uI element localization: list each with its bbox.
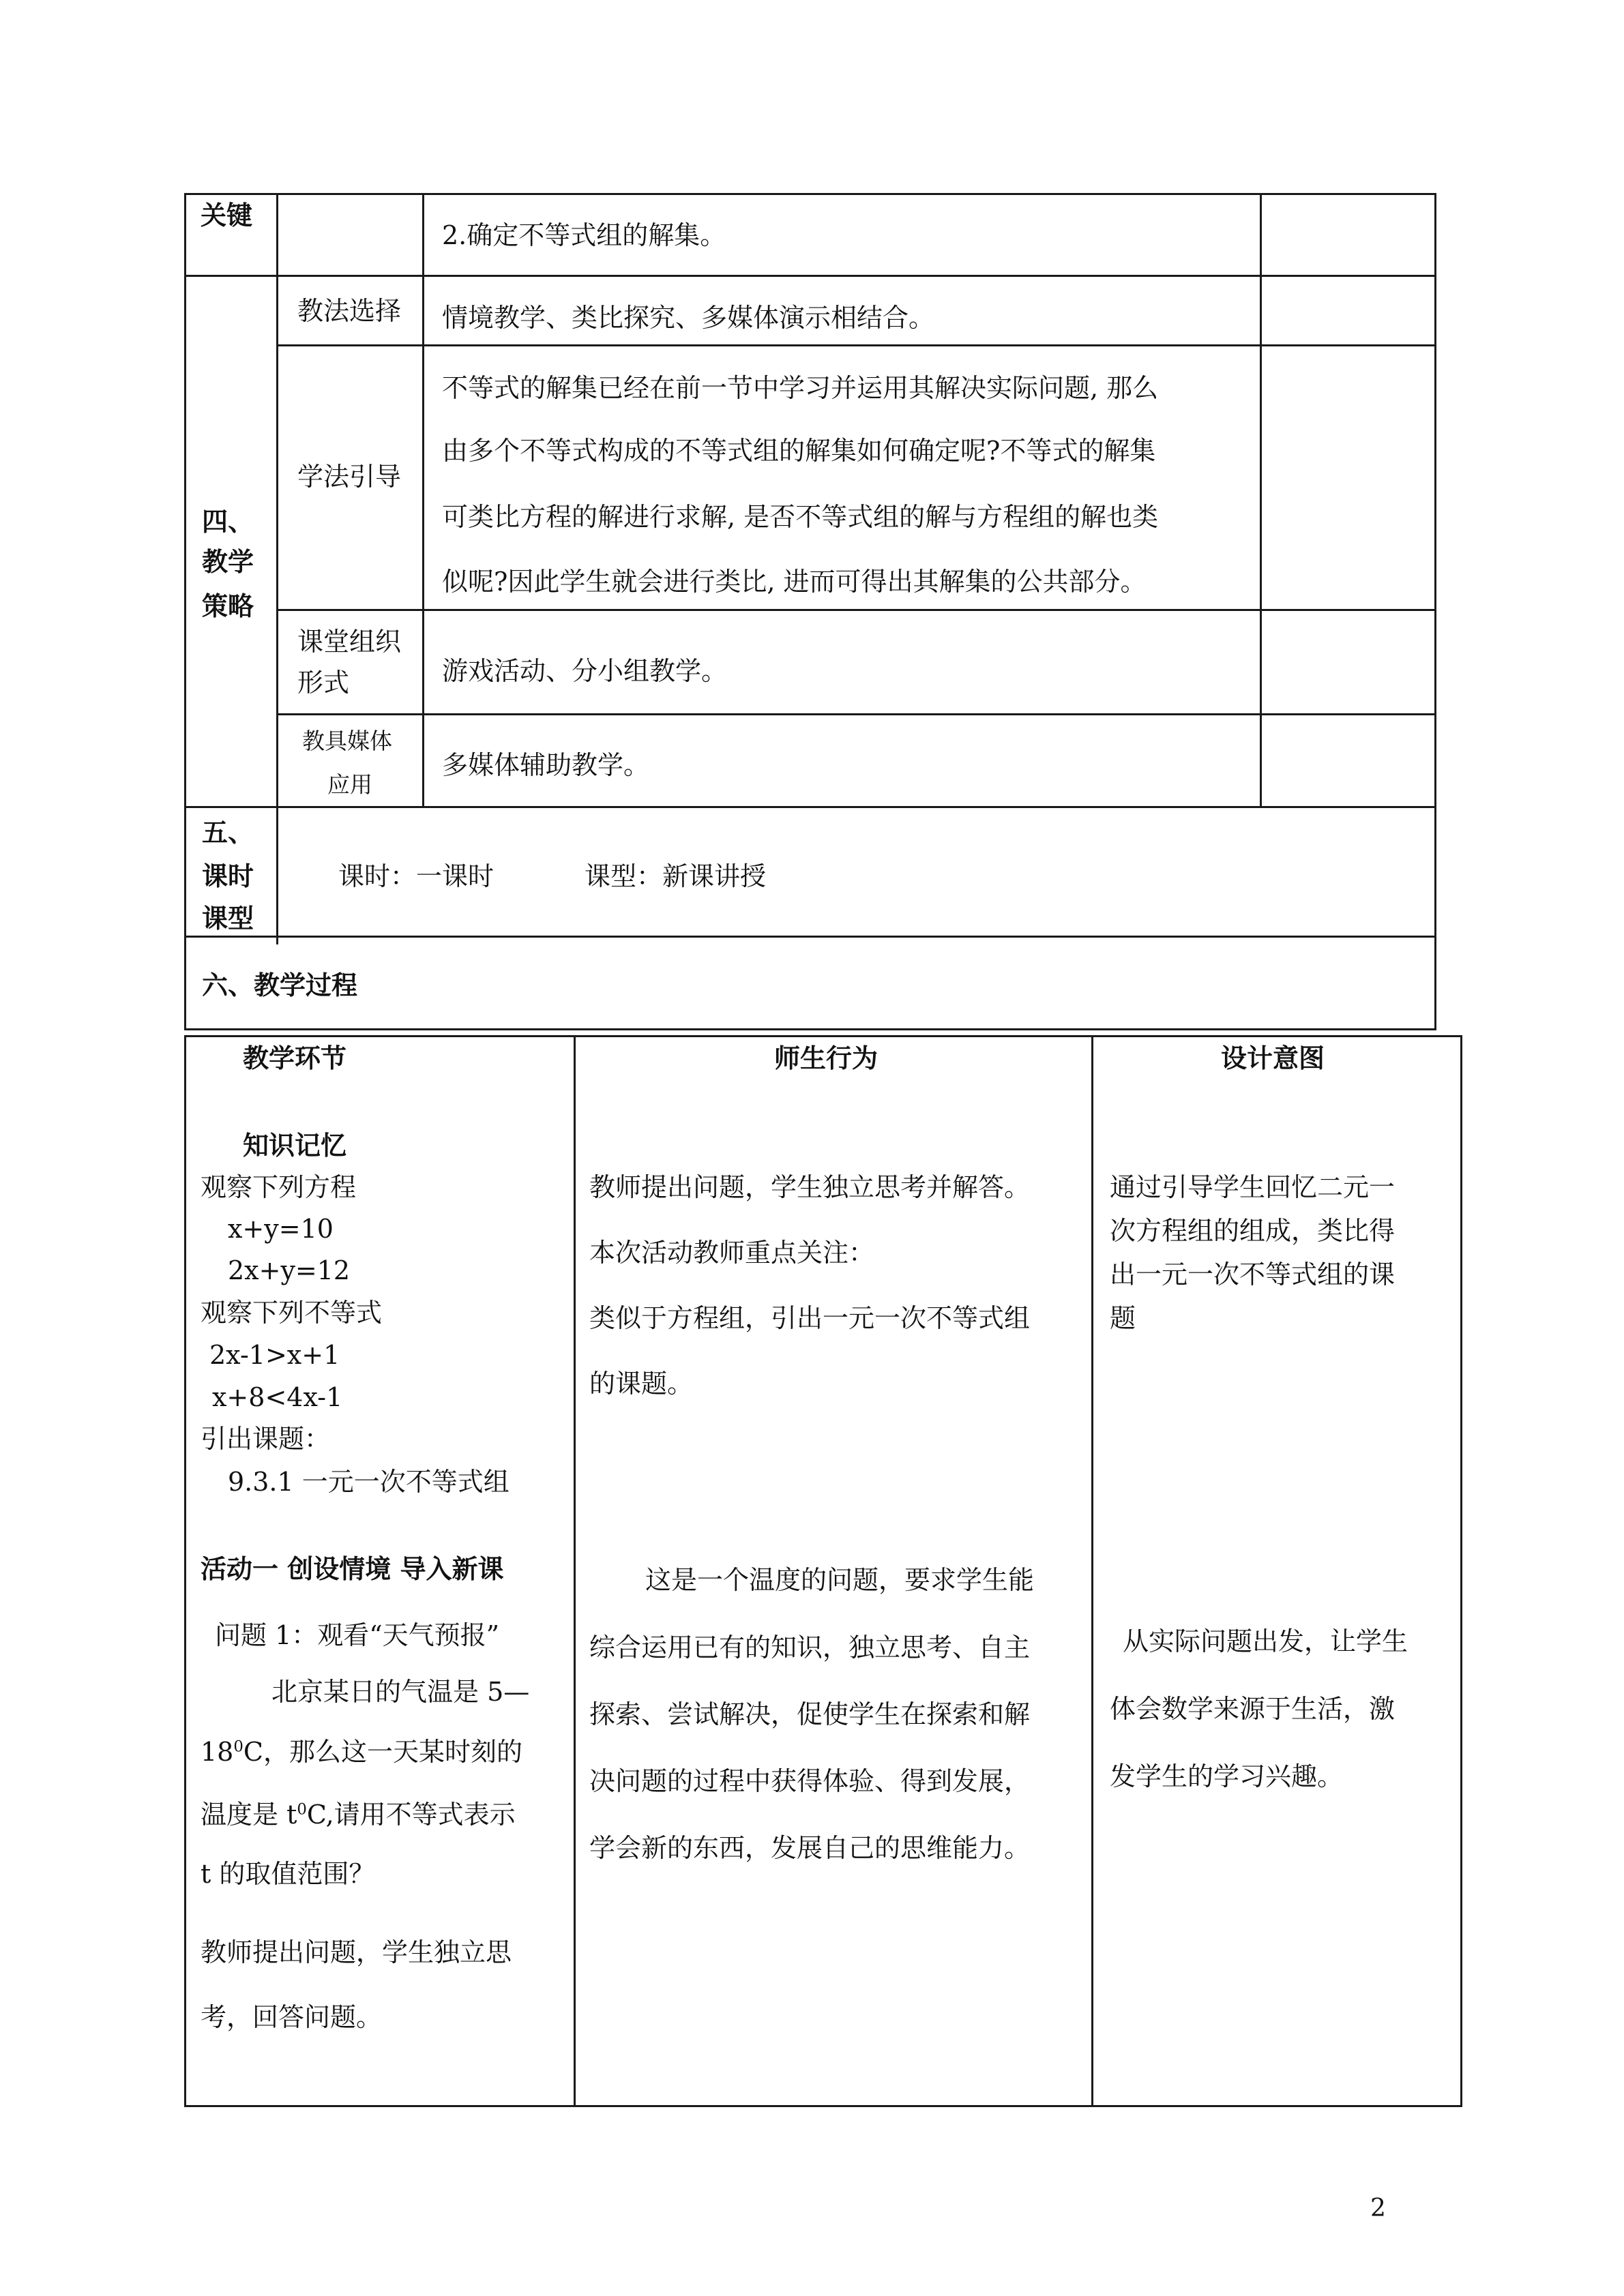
t1-border-row5 <box>184 806 1436 808</box>
t1-border-col2 <box>422 193 424 808</box>
intent-1-line-4: 题 <box>1110 1303 1136 1333</box>
t1-border-bottom <box>184 1028 1436 1030</box>
behavior-1-line-4: 的课题。 <box>589 1369 694 1399</box>
period-hours: 课时：一课时 <box>338 861 494 891</box>
intent-2-line-3: 发学生的学习兴趣。 <box>1110 1761 1344 1791</box>
period-section-label-3: 课型 <box>202 904 254 934</box>
t1-border-row2 <box>276 344 1436 346</box>
intent-1-line-2: 次方程组的组成，类比得 <box>1110 1216 1396 1246</box>
t1-border-top <box>184 193 1436 195</box>
activity-one-title: 活动一 创设情境 导入新课 <box>201 1554 504 1584</box>
media-label-2: 应用 <box>327 771 372 798</box>
inequality-1: 2x-1>x+1 <box>209 1340 340 1370</box>
teacher-note-line-1: 教师提出问题，学生独立思 <box>201 1937 512 1967</box>
behavior-1-line-1: 教师提出问题，学生独立思考并解答。 <box>589 1172 1031 1202</box>
intent-1-line-3: 出一元一次不等式组的课 <box>1110 1259 1396 1289</box>
period-section-label-1: 五、 <box>202 818 254 848</box>
class-organization-label-2: 形式 <box>297 668 350 698</box>
t2-border-bottom <box>184 2105 1462 2107</box>
media-label-1: 教具媒体 <box>302 728 392 754</box>
teacher-note-line-2: 考，回答问题。 <box>201 2002 383 2032</box>
problem-line-1: 北京某日的气温是 5— <box>271 1677 530 1707</box>
method-choice-label: 教法选择 <box>297 296 402 326</box>
problem-line-2: $18^0C$，那么这一天某时刻的 <box>201 1737 522 1767</box>
behavior-2-line-4: 决问题的过程中获得体验、得到发展， <box>589 1766 1031 1796</box>
t1-border-row1 <box>184 275 1436 277</box>
behavior-2-line-5: 学会新的东西，发展自己的思维能力。 <box>589 1833 1031 1863</box>
header-design-intent: 设计意图 <box>1221 1043 1325 1073</box>
equation-1: x+y=10 <box>228 1214 334 1244</box>
period-type: 课型：新课讲授 <box>585 861 767 891</box>
t1-border-row3 <box>276 609 1436 611</box>
header-teaching-stage: 教学环节 <box>243 1043 347 1073</box>
media-content: 多媒体辅助教学。 <box>442 750 650 780</box>
t1-border-col3 <box>1260 193 1262 808</box>
t1-border-row4 <box>276 713 1436 715</box>
behavior-2-line-1: 这是一个温度的问题，要求学生能 <box>645 1565 1035 1595</box>
class-organization-content: 游戏活动、分小组教学。 <box>442 656 728 686</box>
t2-border-col2 <box>1091 1035 1093 2107</box>
strategy-section-label-1: 四、 <box>202 507 254 537</box>
period-section-label-2: 课时 <box>202 861 254 891</box>
t2-border-left <box>184 1035 186 2107</box>
problem-line-3: 温度是 $t^0C$,请用不等式表示 <box>201 1800 516 1830</box>
strategy-section-label-3: 策略 <box>202 591 254 621</box>
t1-border-row6 <box>184 936 1436 938</box>
behavior-2-line-3: 探索、尝试解决，促使学生在探索和解 <box>589 1699 1031 1729</box>
lead-topic: 引出课题： <box>201 1424 331 1454</box>
topic-title: 9.3.1 一元一次不等式组 <box>228 1467 510 1497</box>
keypoint-content: 2.确定不等式组的解集。 <box>442 220 726 250</box>
intent-2-line-2: 体会数学来源于生活，激 <box>1110 1694 1396 1724</box>
t2-border-right <box>1460 1035 1462 2107</box>
t2-border-top <box>184 1035 1462 1037</box>
behavior-1-line-3: 类似于方程组，引出一元一次不等式组 <box>589 1303 1031 1333</box>
intent-2-line-1: 从实际问题出发，让学生 <box>1123 1626 1408 1656</box>
problem-one-title: 问题 1：观看“天气预报” <box>215 1620 500 1650</box>
behavior-2-line-2: 综合运用已有的知识，独立思考、自主 <box>589 1632 1031 1663</box>
learning-guidance-line-3: 可类比方程的解进行求解, 是否不等式组的解与方程组的解也类 <box>442 502 1159 532</box>
learning-guidance-line-4: 似呢?因此学生就会进行类比, 进而可得出其解集的公共部分。 <box>442 567 1147 597</box>
learning-guidance-line-1: 不等式的解集已经在前一节中学习并运用其解决实际问题, 那么 <box>442 373 1159 403</box>
t2-border-col1 <box>574 1035 576 2107</box>
intent-1-line-1: 通过引导学生回忆二元一 <box>1110 1172 1396 1202</box>
page-number: 2 <box>1370 2194 1386 2222</box>
equation-2: 2x+y=12 <box>228 1255 351 1285</box>
header-teacher-student-behavior: 师生行为 <box>774 1043 879 1073</box>
strategy-section-label-2: 教学 <box>202 547 254 577</box>
t1-border-left <box>184 193 186 1030</box>
behavior-1-line-2: 本次活动教师重点关注： <box>589 1238 875 1268</box>
inequality-2: x+8<4x-1 <box>212 1382 343 1412</box>
process-heading: 六、教学过程 <box>202 970 358 1000</box>
learning-guidance-line-2: 由多个不等式构成的不等式组的解集如何确定呢?不等式的解集 <box>442 436 1156 466</box>
t1-border-col1 <box>276 193 278 944</box>
class-organization-label-1: 课堂组织 <box>297 627 402 657</box>
observe-equations: 观察下列方程 <box>201 1172 357 1202</box>
t1-border-right <box>1434 193 1436 1030</box>
keypoint-label: 关键 <box>201 200 253 230</box>
method-choice-content: 情境教学、类比探究、多媒体演示相结合。 <box>442 303 935 333</box>
problem-line-4: t 的取值范围？ <box>201 1859 375 1889</box>
knowledge-title: 知识记忆 <box>243 1131 347 1161</box>
learning-guidance-label: 学法引导 <box>297 462 402 492</box>
observe-inequalities: 观察下列不等式 <box>201 1298 383 1328</box>
